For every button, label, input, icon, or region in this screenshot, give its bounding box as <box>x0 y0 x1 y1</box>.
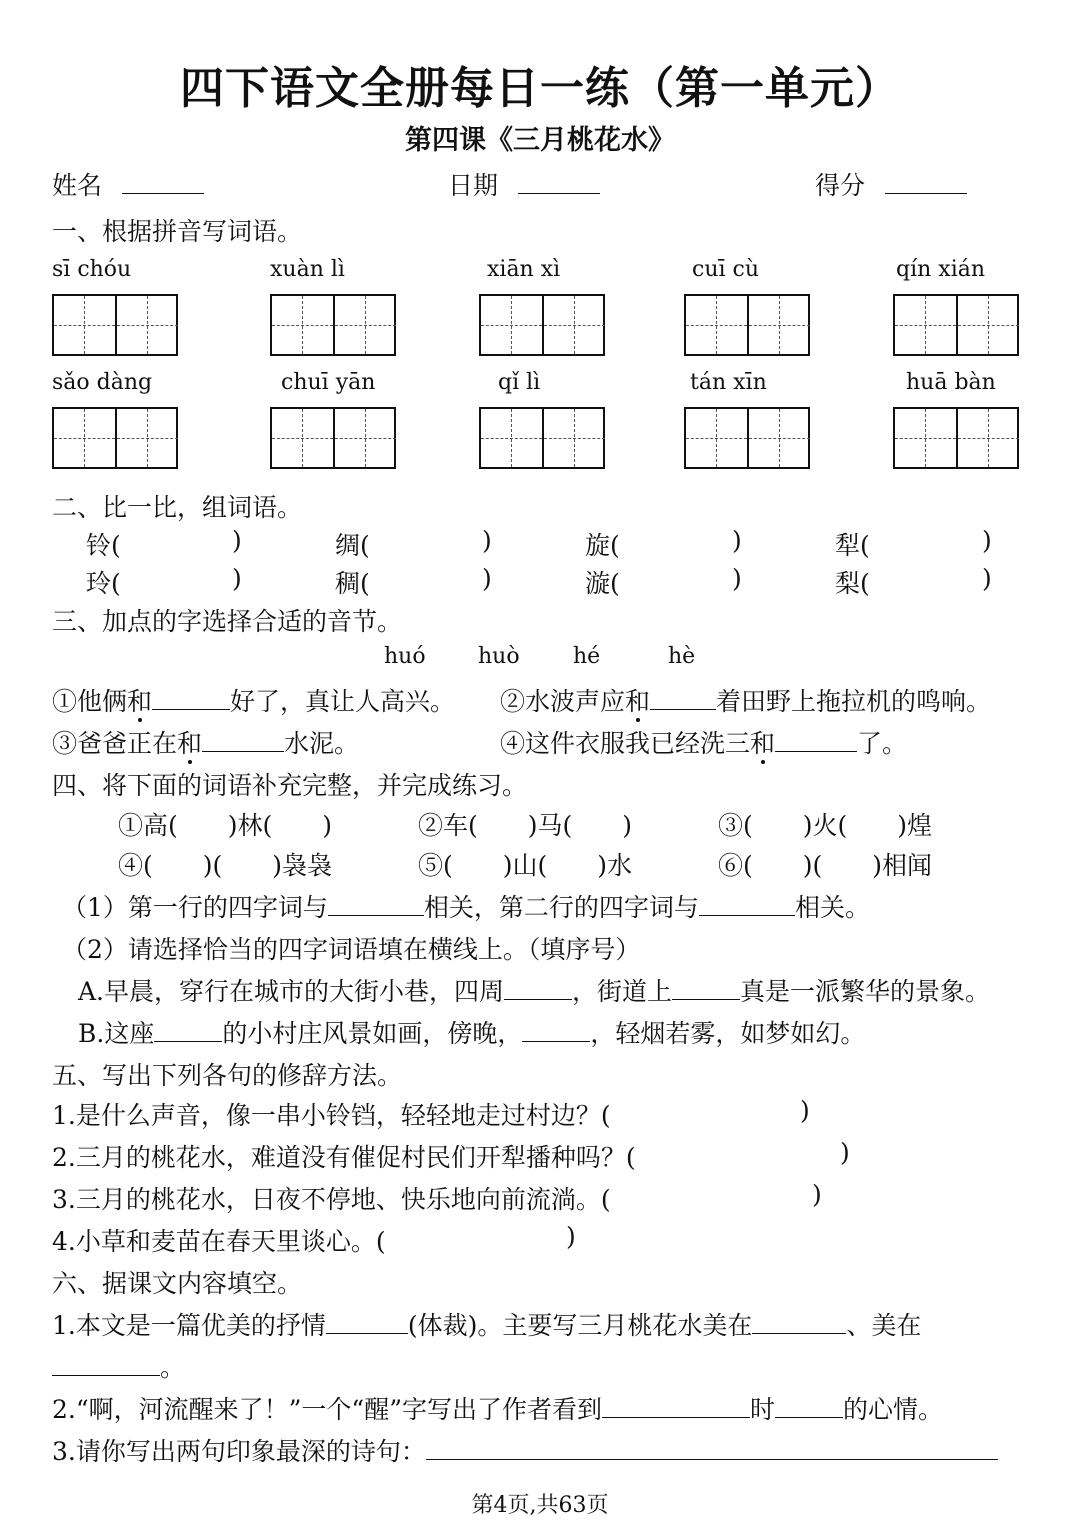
writing-grid[interactable] <box>479 407 605 469</box>
question-5-2: 2.三月的桃花水，难道没有催促村民们开犁播种吗？( <box>52 1143 636 1172</box>
question-4-1 <box>62 888 870 924</box>
word-item: 稠( <box>335 569 370 598</box>
syllable-option: huó <box>384 644 426 669</box>
answer-blank[interactable] <box>154 1019 222 1042</box>
answer-blank[interactable] <box>650 687 716 710</box>
section3-heading: 三、加点的字选择合适的音节。 <box>52 607 403 636</box>
page-number: 第4页,共63页 <box>471 1493 609 1518</box>
writing-grid[interactable] <box>270 294 396 356</box>
question-text: 1.本文是一篇优美的抒情 <box>52 1311 326 1340</box>
idiom-item: ⑤( )山( )水 <box>418 851 633 880</box>
writing-grid[interactable] <box>684 294 810 356</box>
paren-close: ) <box>232 526 242 555</box>
question-4-2a <box>78 972 990 1008</box>
question-text: ④这件衣服我已经洗三 <box>500 729 751 758</box>
pinyin-label: tán xīn <box>690 370 767 395</box>
question-text: ，街道上 <box>572 977 673 1006</box>
question-text: 相关。 <box>794 893 870 922</box>
question-5-4: 4.小草和麦苗在春天里谈心。( <box>52 1227 386 1256</box>
dotted-char: 和 <box>177 729 203 758</box>
word-item: 漩( <box>585 569 620 598</box>
section6-heading: 六、据课文内容填空。 <box>52 1269 303 1298</box>
word-item: 玲( <box>86 569 121 598</box>
idiom-item: ②车( )马( ) <box>418 811 633 840</box>
question-text: 相关，第二行的四字词与 <box>423 893 699 922</box>
answer-blank[interactable] <box>326 1311 408 1334</box>
question-text: B.这座 <box>78 1019 155 1048</box>
name-label: 姓名 <box>52 171 103 200</box>
paren-close: ) <box>812 1180 822 1209</box>
answer-blank[interactable] <box>202 729 284 752</box>
writing-grid[interactable] <box>52 407 178 469</box>
section5-heading: 五、写出下列各句的修辞方法。 <box>52 1061 403 1090</box>
name-field <box>52 166 204 202</box>
pinyin-label: qín xián <box>896 257 986 282</box>
section4-heading: 四、将下面的词语补充完整，并完成练习。 <box>52 771 528 800</box>
dotted-char: 和 <box>625 687 651 716</box>
paren-close: ) <box>232 564 242 593</box>
date-blank[interactable] <box>518 171 600 194</box>
paren-close: ) <box>482 564 492 593</box>
writing-grid[interactable] <box>893 294 1019 356</box>
writing-grid[interactable] <box>479 294 605 356</box>
pinyin-label: sī chóu <box>52 257 132 282</box>
question-text: ①他俩 <box>52 687 128 716</box>
score-blank[interactable] <box>885 171 967 194</box>
word-item: 铃( <box>86 531 121 560</box>
syllable-option: hè <box>668 644 696 669</box>
paren-close: ) <box>982 526 992 555</box>
paren-close: ) <box>732 526 742 555</box>
word-item: 旋( <box>585 531 620 560</box>
question-3-3 <box>52 724 359 760</box>
score-field <box>815 166 967 202</box>
pinyin-label: xuàn lì <box>270 257 345 282</box>
question-text: A.早晨，穿行在城市的大街小巷，四周 <box>78 977 505 1006</box>
question-text: 水泥。 <box>284 729 360 758</box>
writing-grid[interactable] <box>270 407 396 469</box>
question-text: 。 <box>160 1353 186 1382</box>
date-label: 日期 <box>448 171 499 200</box>
pinyin-label: chuī yān <box>281 370 376 395</box>
question-6-1 <box>52 1306 921 1342</box>
question-text: 2.“啊，河流醒来了！”一个“醒”字写出了作者看到 <box>52 1395 602 1424</box>
question-5-3: 3.三月的桃花水，日夜不停地、快乐地向前流淌。( <box>52 1185 611 1214</box>
paren-close: ) <box>482 526 492 555</box>
paren-close: ) <box>982 564 992 593</box>
question-4-2b <box>78 1014 865 1050</box>
question-text: （1）第一行的四字词与 <box>62 893 328 922</box>
syllable-option: huò <box>478 644 520 669</box>
paren-close: ) <box>840 1138 850 1167</box>
question-text: ③爸爸正在 <box>52 729 178 758</box>
question-text: 3.请你写出两句印象最深的诗句： <box>52 1437 426 1466</box>
idiom-item: ①高( )林( ) <box>118 811 333 840</box>
answer-blank[interactable] <box>672 977 740 1000</box>
idiom-item: ③( )火( )煌 <box>718 811 933 840</box>
question-6-1-cont <box>52 1348 185 1384</box>
dotted-char: 和 <box>127 687 153 716</box>
question-3-1 <box>52 682 455 718</box>
question-text: 、美在 <box>846 1311 922 1340</box>
answer-blank[interactable] <box>775 729 857 752</box>
word-item: 绸( <box>335 531 370 560</box>
pinyin-label: cuī cù <box>692 257 760 282</box>
pinyin-label: huā bàn <box>906 370 996 395</box>
answer-blank[interactable] <box>152 687 230 710</box>
question-6-3 <box>52 1432 998 1468</box>
lesson-subtitle: 第四课《三月桃花水》 <box>405 125 675 156</box>
writing-grid[interactable] <box>52 294 178 356</box>
answer-blank[interactable] <box>426 1437 998 1460</box>
question-text: 好了，真让人高兴。 <box>230 687 456 716</box>
writing-grid[interactable] <box>684 407 810 469</box>
pinyin-label: qǐ lì <box>498 370 541 395</box>
answer-blank[interactable] <box>602 1395 750 1418</box>
answer-blank[interactable] <box>504 977 572 1000</box>
word-item: 犁( <box>835 531 870 560</box>
pinyin-label: xiān xì <box>487 257 561 282</box>
section2-heading: 二、比一比，组词语。 <box>52 493 303 522</box>
question-3-4 <box>500 724 907 760</box>
writing-grid[interactable] <box>893 407 1019 469</box>
question-text: 时 <box>749 1395 775 1424</box>
paren-close: ) <box>800 1096 810 1125</box>
score-label: 得分 <box>815 171 866 200</box>
question-text: ，轻烟若雾，如梦如幻。 <box>590 1019 866 1048</box>
answer-blank[interactable] <box>752 1311 846 1334</box>
answer-blank[interactable] <box>522 1019 590 1042</box>
pinyin-label: sǎo dàng <box>52 370 153 395</box>
dotted-char: 和 <box>750 729 776 758</box>
name-blank[interactable] <box>122 171 204 194</box>
question-text: ②水波声应 <box>500 687 626 716</box>
syllable-option: hé <box>573 644 601 669</box>
answer-blank[interactable] <box>775 1395 843 1418</box>
idiom-item: ④( )( )袅袅 <box>118 851 333 880</box>
word-item: 梨( <box>835 569 870 598</box>
question-6-2 <box>52 1390 943 1426</box>
question-3-2 <box>500 682 991 718</box>
question-text: 的小村庄风景如画，傍晚， <box>222 1019 523 1048</box>
answer-blank[interactable] <box>699 893 795 916</box>
idiom-item: ⑥( )( )相闻 <box>718 851 933 880</box>
page-title: 四下语文全册每日一练（第一单元） <box>180 63 900 114</box>
section1-heading: 一、根据拼音写词语。 <box>52 217 303 246</box>
question-text: 着田野上拖拉机的鸣响。 <box>716 687 992 716</box>
question-text: 真是一派繁华的景象。 <box>740 977 991 1006</box>
paren-close: ) <box>732 564 742 593</box>
question-text: 了。 <box>857 729 908 758</box>
question-4-2: （2）请选择恰当的四字词语填在横线上。（填序号） <box>62 935 641 964</box>
question-text: (体裁)。主要写三月桃花水美在 <box>407 1311 753 1340</box>
question-5-1: 1.是什么声音，像一串小铃铛，轻轻地走过村边？( <box>52 1101 611 1130</box>
paren-close: ) <box>566 1222 576 1251</box>
date-field <box>448 166 600 202</box>
answer-blank[interactable] <box>328 893 424 916</box>
question-text: 的心情。 <box>843 1395 944 1424</box>
answer-blank[interactable] <box>52 1353 160 1376</box>
